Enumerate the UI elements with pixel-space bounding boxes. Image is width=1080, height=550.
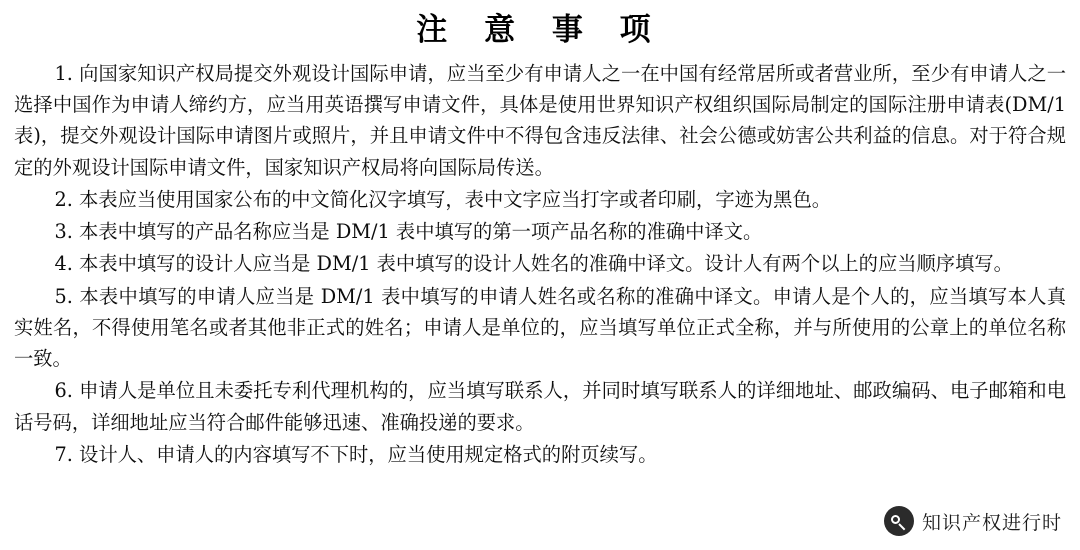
paragraph-7: 7. 设计人、申请人的内容填写不下时，应当使用规定格式的附页续写。 <box>54 442 658 466</box>
paragraph-6: 6. 申请人是单位且未委托专利代理机构的，应当填写联系人，并同时填写联系人的详细地址、邮政编码、电子邮箱和电话号码，详细地址应当符合邮件能够迅速、准确投递的要求。 <box>14 379 1066 434</box>
paragraph-3: 3. 本表中填写的产品名称应当是 DM/1 表中填写的第一项产品名称的准确中译文。 <box>54 220 763 244</box>
page-title: 注 意 事 项 <box>416 12 664 48</box>
watermark-label: 知识产权进行时 <box>921 511 1062 534</box>
paragraph-5: 5. 本表中填写的申请人应当是 DM/1 表中填写的申请人姓名或名称的准确中译文。申请人是个人的，应当填写本人真实姓名，不得使用笔名或者其他非正式的姓名；申请人是单位的，应当填写单位正式全称，并与所使用的公章上的单位名称一致。 <box>14 284 1066 371</box>
paragraph-2: 2. 本表应当使用国家公布的中文简化汉字填写，表中文字应当打字或者印刷，字迹为黑色。 <box>54 187 832 211</box>
paragraph-4: 4. 本表中填写的设计人应当是 DM/1 表中填写的设计人姓名的准确中译文。设计人有两个以上的应当顺序填写。 <box>54 252 1013 276</box>
watermark <box>884 506 1062 536</box>
paragraph-1: 1. 向国家知识产权局提交外观设计国际申请，应当至少有申请人之一在中国有经常居所或者营业所，至少有申请人之一选择中国作为申请人缔约方，应当用英语撰写申请文件，具体是使用世界知识产权组织国际局制定的国际注册申请表(DM/1表)，提交外观设计国际申请图片或照片，并且申请文件中不得包含违反法律、社会公德或妨害公共利益的信息。对于符合规定的外观设计国际申请文件，国家知识产权局将向国际局传送。 <box>14 61 1066 179</box>
search-badge-icon <box>884 506 914 536</box>
